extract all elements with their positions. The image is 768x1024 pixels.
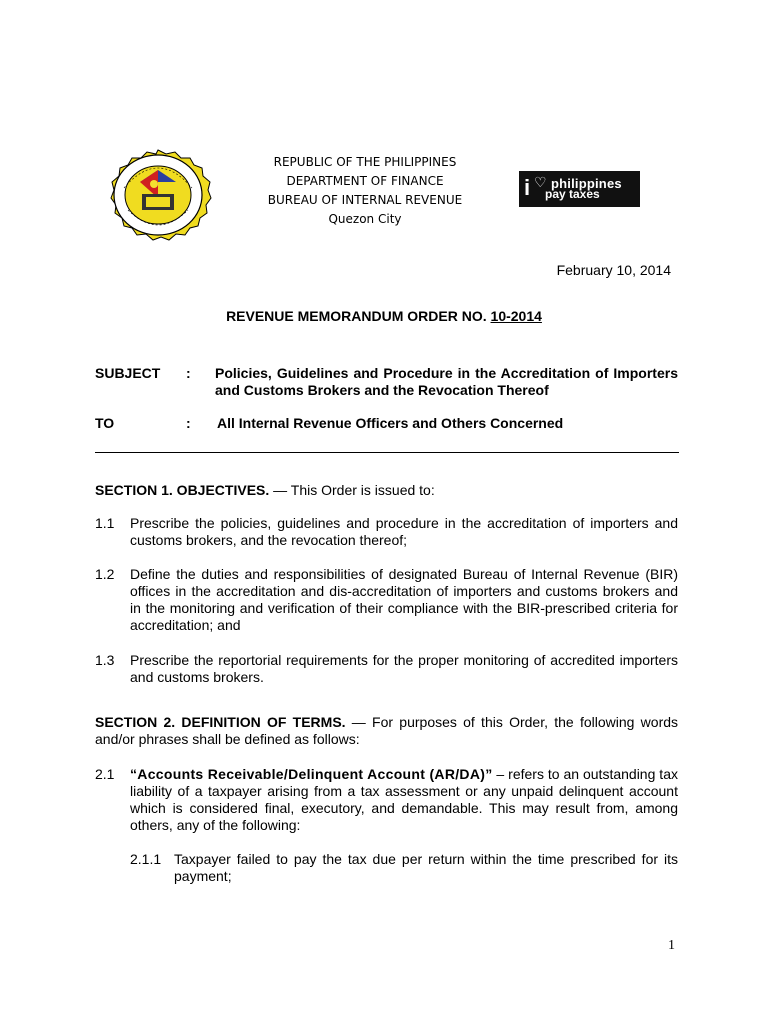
bir-seal [104,148,212,242]
section2-intro: — For purposes of this Order, the following words and/or phrases shall be defined as follows: [95,714,679,747]
section1-intro: — This Order is issued to: [269,482,435,498]
page-number: 1 [668,938,675,953]
order-title [0,308,768,324]
section2-heading: SECTION 2. DEFINITION OF TERMS. [95,714,346,730]
item-2-1-definition: – refers to an outstanding tax liability of a taxpayer arising from a tax assessment or any unpaid delinquent account which is considered final, executory, and demandable. This may result from, among others, any of the following: [130,766,678,833]
subject-colon: : [186,365,191,381]
item-1-2-text: Define the duties and responsibilities of designated Bureau of Internal Revenue (BIR) offices in the accreditation and dis-accreditation of importers and customs brokers and in the monitoring and verification of their compliance with the BIR-prescribed criteria for accreditation; and [130,566,678,633]
subject-text: Policies, Guidelines and Procedure in the Accreditation of Importers and Customs Brokers and the Revocation Thereof [215,365,678,398]
section1-heading: SECTION 1. OBJECTIVES. [95,482,270,498]
logo-line2: pay taxes [545,187,600,201]
pay-taxes-logo [519,171,640,207]
item-2-1-text [130,766,678,834]
document-date: February 10, 2014 [556,262,671,278]
order-number: 10-2014 [490,308,542,324]
item-1-1-text: Prescribe the policies, guidelines and procedure in the accreditation of importers and customs brokers, and the revocation thereof; [130,515,678,548]
heart-icon: ♡ [534,174,547,190]
item-1-3-text: Prescribe the reportorial requirements for the proper monitoring of accredited importers and customs brokers. [130,652,678,685]
item-1-2-number: 1.2 [95,566,115,582]
header-city: Quezon City [328,212,402,226]
item-2-1-1-text: Taxpayer failed to pay the tax due per return within the time prescribed for its payment; [174,851,678,884]
item-2-1-term: “Accounts Receivable/Delinquent Account (AR/DA)” [130,766,493,782]
to-text: All Internal Revenue Officers and Others Concerned [217,415,564,431]
to-colon: : [186,415,191,431]
item-2-1-1-number: 2.1.1 [130,851,162,867]
subject-label: SUBJECT [95,365,161,381]
item-1-1-number: 1.1 [95,515,115,531]
item-2-1-number: 2.1 [95,766,115,782]
logo-line1: philippines [551,176,622,191]
item-1-3-number: 1.3 [95,652,115,668]
header-republic: REPUBLIC OF THE PHILIPPINES [273,155,457,169]
order-title-prefix: REVENUE MEMORANDUM ORDER NO. [226,308,487,324]
section2-heading-line [95,714,678,748]
issuer-header [230,153,500,229]
section1-heading-line [95,482,678,499]
header-divider [95,452,679,453]
header-department: DEPARTMENT OF FINANCE [286,174,444,188]
to-label: TO [95,415,115,431]
header-bureau: BUREAU OF INTERNAL REVENUE [267,193,463,207]
logo-i: i [524,175,531,200]
